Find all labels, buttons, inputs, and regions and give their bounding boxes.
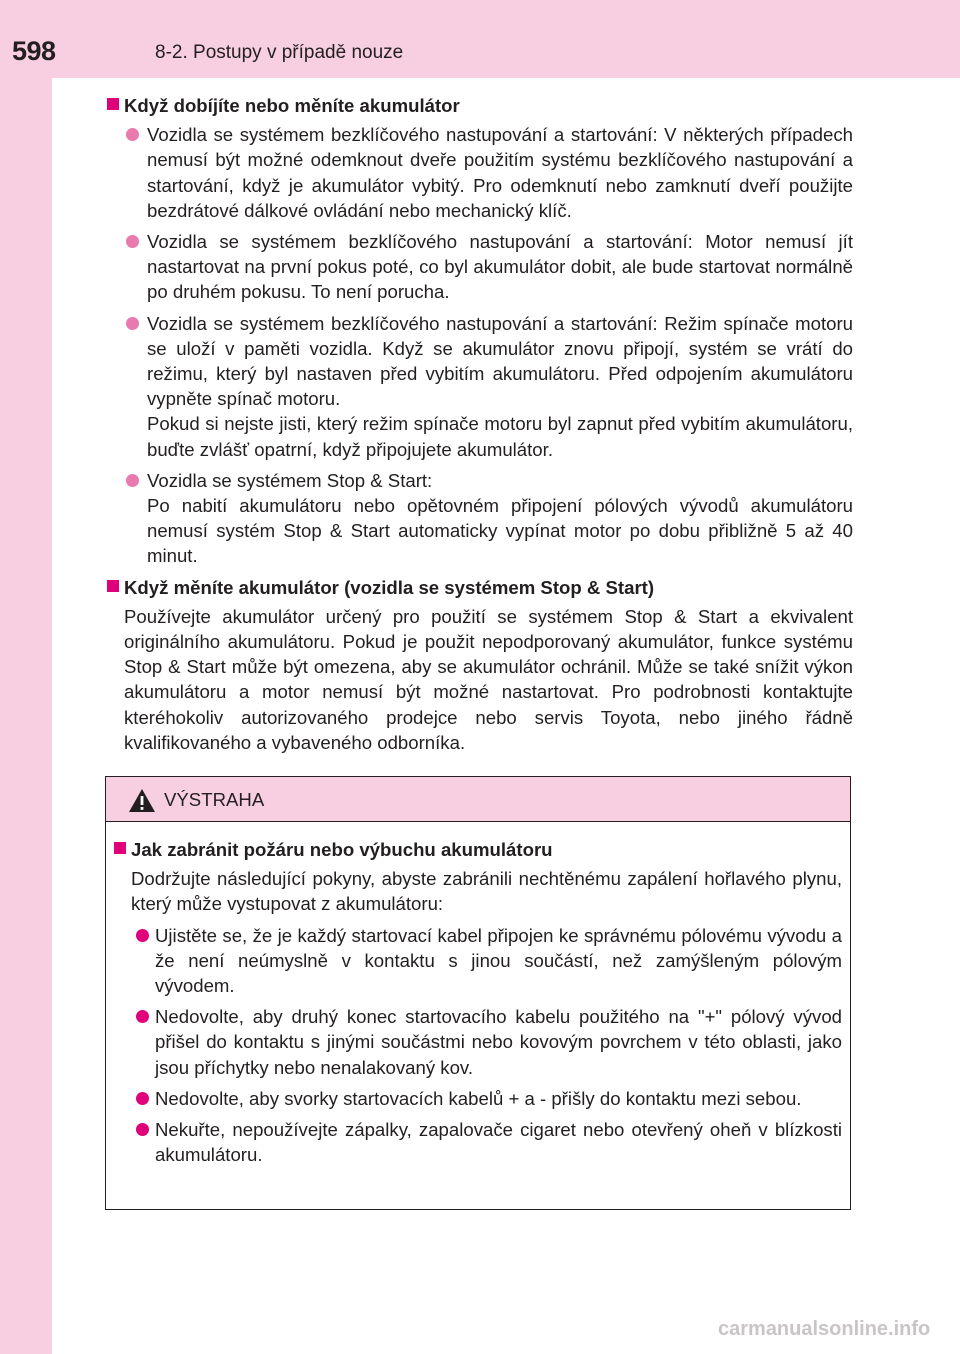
warning-bullet (112, 1117, 842, 1167)
warning-bullet (112, 923, 842, 999)
bullet-text: Vozidla se systémem Stop & Start: (147, 469, 433, 491)
bullet-text: Vozidla se systémem bezklíčového nastupování a startování: V některých případech nemusí být možné odemknout dveře použitím systému bezklíčového nastupování a startování, když je akumulátor vybitý. Pro odemknutí nebo zamknutí dveří použijte bezdrátové dálkové ovládání nebo mechanický klíč. (147, 124, 853, 221)
watermark: carmanualsonline.info (718, 1318, 931, 1340)
warning-box (105, 776, 851, 1210)
warning-bullet-text: Nekuřte, nepoužívejte zápalky, zapalovače cigaret nebo otevřený oheň v blízkosti akumulátoru. (155, 1119, 842, 1166)
bullet-item (105, 122, 853, 223)
warning-intro: Dodržujte následující pokyny, abyste zabránili nechtěnému zapálení hořlavého plynu, který může vystupovat z akumulátoru: (131, 868, 842, 915)
warning-header (106, 777, 850, 822)
bullet-item (105, 468, 853, 569)
section-heading-battery-charge: Když dobíjíte nebo měníte akumulátor (105, 93, 853, 118)
warning-bullet (112, 1086, 842, 1111)
warning-bullet (112, 1004, 842, 1080)
main-content (105, 93, 853, 755)
bullet-item (105, 311, 853, 462)
section-paragraph: Používejte akumulátor určený pro použití se systémem Stop & Start a ekvivalent originálního akumulátoru. Pokud je použit nepodporovaný akumulátor, funkce systému Stop & Start může být omezena, aby se akumulátor ochránil. Může se také snížit výkon akumulátoru a motor nemusí být možné nastartovat. Pro podrobnosti kontaktujte kteréhokoliv autorizovaného prodejce nebo servis Toyota, nebo jiného řádně kvalifikovaného a vybaveného odborníka. (124, 605, 853, 753)
bullet-item (105, 229, 853, 305)
chapter-title: 8-2. Postupy v případě nouze (155, 42, 404, 63)
page-number: 598 (12, 36, 56, 66)
bullet-extra-text: Po nabití akumulátoru nebo opětovném připojení pólových vývodů akumulátoru nemusí systém Stop & Start automaticky vypínat motor po dobu přibližně 5 až 40 minut. (147, 495, 853, 567)
warning-bullet-text: Ujistěte se, že je každý startovací kabel připojen ke správnému pólovému vývodu a že není neúmyslně v kontaktu s jinou součástí, než zamýšleným pólovým vývodem. (155, 924, 842, 997)
header-band (0, 0, 960, 78)
warning-bullet-text: Nedovolte, aby svorky startovacích kabelů + a - přišly do kontaktu mezi sebou. (155, 1087, 802, 1109)
warning-bullet-text: Nedovolte, aby druhý konec startovacího kabelu použitého na "+" pólový vývod přišel do kontaktu s jinými součástmi nebo kovovým povrchem v této oblasti, jako jsou příchytky nebo nenalakovaný kov. (155, 1006, 842, 1078)
bullet-extra-text: Pokud si nejste jisti, který režim spínače motoru byl zapnut před vybitím akumulátoru, buďte zvlášť opatrní, když připojujete akumulátor. (147, 413, 853, 460)
side-band (0, 0, 52, 1354)
bullet-text: Vozidla se systémem bezklíčového nastupování a startování: Motor nemusí jít nastartovat na první pokus poté, co byl akumulátor dobit, ale bude startovat normálně po druhém pokusu. To není porucha. (147, 231, 853, 303)
warning-triangle-icon (128, 788, 156, 813)
warning-title: VÝSTRAHA (164, 789, 265, 810)
warning-body (112, 837, 842, 1173)
section-heading-battery-replace: Když měníte akumulátor (vozidla se systémem Stop & Start) (105, 575, 853, 600)
bullet-text: Vozidla se systémem bezklíčového nastupování a startování: Režim spínače motoru se uloží v paměti vozidla. Když se akumulátor znovu připojí, systém se vrátí do režimu, který byl nastaven před vybitím akumulátoru. Před odpojením akumulátoru vypněte spínač motoru. (147, 312, 853, 410)
warning-heading: Jak zabránit požáru nebo výbuchu akumulátoru (112, 837, 842, 862)
